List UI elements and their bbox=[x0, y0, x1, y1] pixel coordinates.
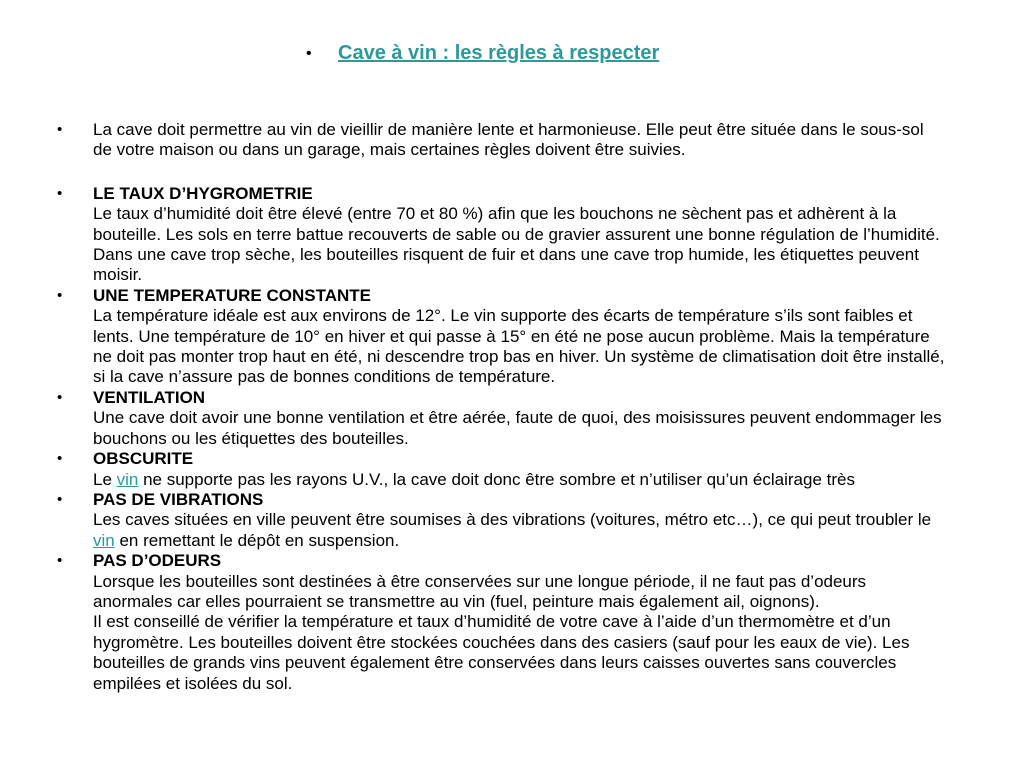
text-segment: La cave doit permettre au vin de vieillir de manière lente et harmonieuse. Elle peut être située dans le sous-sol de votre maison ou dans un garage, mais certaines règles doivent être suivies. bbox=[93, 120, 924, 160]
bullet-icon: • bbox=[57, 552, 63, 570]
section-paragraph bbox=[93, 120, 945, 161]
section-text bbox=[93, 551, 945, 694]
bullet-icon: • bbox=[57, 490, 63, 508]
slide-body bbox=[57, 120, 945, 694]
section-paragraph bbox=[93, 204, 945, 286]
inline-link-vin[interactable]: vin bbox=[116, 469, 139, 489]
section-heading: OBSCURITE bbox=[93, 449, 194, 469]
section-paragraph bbox=[93, 306, 945, 388]
section-heading: LE TAUX D’HYGROMETRIE bbox=[93, 183, 313, 203]
title-bullet-icon: • bbox=[306, 45, 312, 62]
text-segment: Il est conseillé de vérifier la température et taux d’humidité de votre cave à l’aide d’un thermomètre et d’un hygromètre. Les bouteilles doivent être stockées couchées dans des casiers (sauf pour les eaux de vie). Les bouteilles de grands vins peuvent également être conservées dans leurs caisses ouvertes sans couvercles empilées et isolées du sol. bbox=[93, 612, 910, 693]
bullet-item bbox=[57, 387, 945, 449]
text-segment: La température idéale est aux environs de 12°. Le vin supporte des écarts de température s’ils sont faibles et lents. Une température de 10° en hiver et qui passe à 15° en été ne pose aucun problème. Mais la température ne doit pas monter trop haut en été, ni descendre trop bas en hiver. Un système de climatisation doit être installé, si la cave n’assure pas de bonnes conditions de température. bbox=[93, 306, 945, 387]
slide-title-link[interactable]: Cave à vin : les règles à respecter bbox=[338, 42, 660, 64]
section-text bbox=[93, 388, 945, 449]
bullet-icon: • bbox=[57, 286, 63, 304]
bullet-item bbox=[57, 183, 945, 286]
section-text bbox=[93, 449, 945, 490]
bullet-icon: • bbox=[57, 121, 63, 138]
bullet-item bbox=[57, 285, 945, 388]
bullet-item bbox=[57, 120, 945, 161]
bullet-item bbox=[57, 489, 945, 551]
section-paragraph bbox=[93, 470, 945, 490]
section-paragraph bbox=[93, 408, 945, 449]
section-text bbox=[93, 120, 945, 161]
section-text bbox=[93, 184, 945, 286]
section-heading: PAS D’ODEURS bbox=[93, 551, 222, 571]
section-text bbox=[93, 286, 945, 388]
text-segment: Le taux d’humidité doit être élevé (entre 70 et 80 %) afin que les bouchons ne sèchent pas et adhèrent à la bouteille. Les sols en terre battue recouverts de sable ou de gravier assurent une bonne régulation de l’humidité. Dans une cave trop sèche, les bouteilles risquent de fuir et dans une cave trop humide, les étiquettes peuvent moisir. bbox=[93, 204, 940, 285]
text-segment: en remettant le dépôt en suspension. bbox=[114, 530, 400, 550]
inline-link-vin[interactable]: vin bbox=[93, 530, 115, 550]
section-text bbox=[93, 490, 945, 551]
section-paragraph bbox=[93, 510, 945, 551]
text-segment: Une cave doit avoir une bonne ventilation et être aérée, faute de quoi, des moisissures peuvent endommager les bouchons ou les étiquettes des bouteilles. bbox=[93, 408, 942, 448]
text-segment: Le bbox=[93, 469, 117, 489]
bullet-icon: • bbox=[57, 388, 63, 406]
section-heading: PAS DE VIBRATIONS bbox=[93, 489, 264, 509]
section-heading: VENTILATION bbox=[93, 387, 206, 407]
bullet-item bbox=[57, 551, 945, 694]
section-paragraph bbox=[93, 572, 945, 613]
section-heading: UNE TEMPERATURE CONSTANTE bbox=[93, 285, 371, 305]
section-paragraph bbox=[93, 612, 945, 694]
bullet-icon: • bbox=[57, 450, 63, 468]
text-segment: Lorsque les bouteilles sont destinées à être conservées sur une longue période, il ne faut pas d’odeurs anormales car elles pourraient se transmettre au vin (fuel, peinture mais également ail, oignons). bbox=[93, 571, 867, 611]
bullet-item bbox=[57, 449, 945, 490]
text-segment: Les caves situées en ville peuvent être soumises à des vibrations (voitures, métro etc…), ce qui peut troubler le bbox=[93, 510, 932, 530]
bullet-icon: • bbox=[57, 184, 63, 202]
text-segment: ne supporte pas les rayons U.V., la cave doit donc être sombre et n’utiliser qu’un éclairage très bbox=[138, 469, 855, 489]
slide-title-row bbox=[0, 0, 1024, 66]
